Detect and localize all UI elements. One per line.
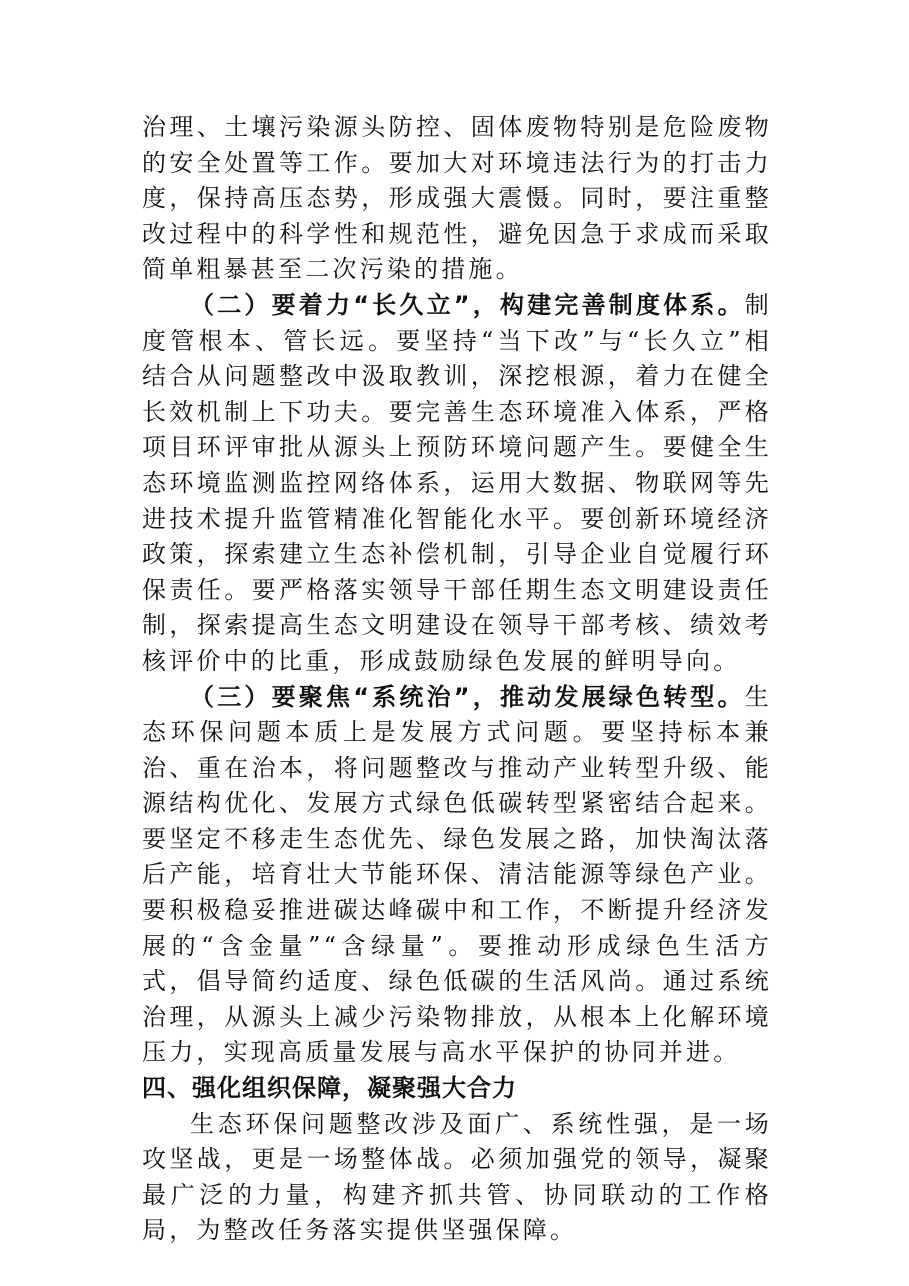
heading-section-4: 四、强化组织保障，凝聚强大合力 bbox=[142, 1074, 517, 1103]
paragraph-continuation: 治理、土壤污染源头防控、固体废物特别是危险废物的安全处置等工作。要加大对环境违法行为的打击力度，保持高压态势，形成强大震慑。同时，要注重整改过程中的科学性和规范性，避免因急于求成而采取简单粗暴甚至二次污染的措施。 bbox=[142, 113, 772, 284]
section-3-lead: （三）要聚焦“系统治”，推动发展绿色转型。 bbox=[190, 682, 745, 711]
paragraph-section-4: 生态环保问题整改涉及面广、系统性强，是一场攻坚战，更是一场整体战。必须加强党的领导，凝聚最广泛的力量，构建齐抓共管、协同联动的工作格局，为整改任务落实提供坚强保障。 bbox=[142, 1109, 772, 1245]
section-2-lead: （二）要着力“长久立”，构建完善制度体系。 bbox=[190, 290, 745, 319]
section-2-body: 制度管根本、管长远。要坚持“当下改”与“长久立”相结合从问题整改中汲取教训，深挖根源，着力在健全长效机制上下功夫。要完善生态环境准入体系，严格项目环评审批从源头上预防环境问题产生。要健全生态环境监测监控网络体系，运用大数据、物联网等先进技术提升监管精准化智能化水平。要创新环境经济政策，探索建立生态补偿机制，引导企业自觉履行环保责任。要严格落实领导干部任期生态文明建设责任制，探索提高生态文明建设在领导干部考核、绩效考核评价中的比重，形成鼓励绿色发展的鲜明导向。 bbox=[142, 290, 772, 675]
section-3-body: 生态环保问题本质上是发展方式问题。要坚持标本兼治、重在治本，将问题整改与推动产业转型升级、能源结构优化、发展方式绿色低碳转型紧密结合起来。要坚定不移走生态优先、绿色发展之路，加快淘汰落后产能，培育壮大节能环保、清洁能源等绿色产业。要积极稳妥推进碳达峰碳中和工作，不断提升经济发展的“含金量”“含绿量”。要推动形成绿色生活方式，倡导简约适度、绿色低碳的生活风尚。通过系统治理，从源头上减少污染物排放，从根本上化解环境压力，实现高质量发展与高水平保护的协同并进。 bbox=[142, 682, 772, 1067]
paragraph-section-3 bbox=[142, 680, 772, 1072]
paragraph-section-2 bbox=[142, 288, 772, 680]
document-body bbox=[142, 110, 772, 1249]
